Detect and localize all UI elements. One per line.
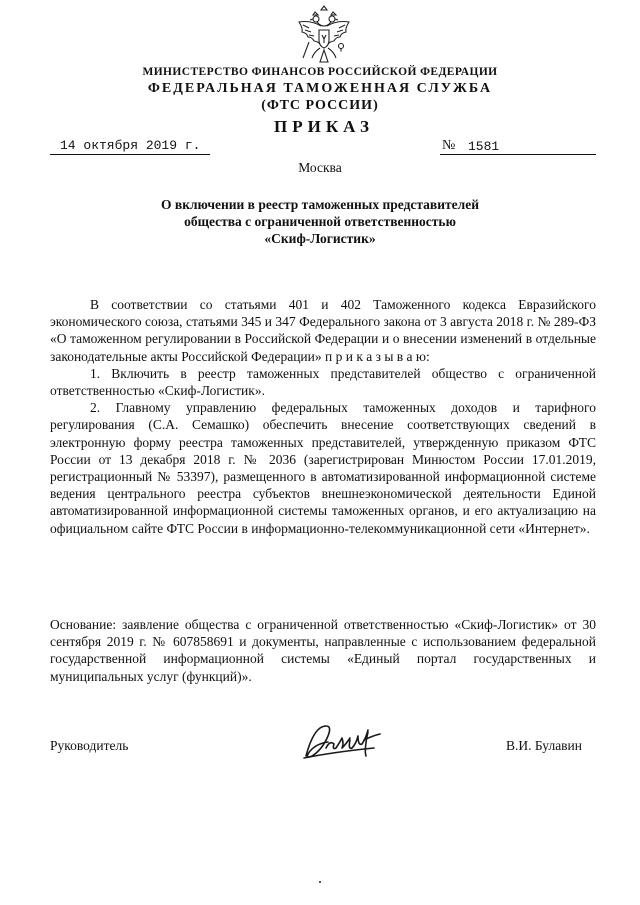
body-paragraph: 1. Включить в реестр таможенных представителей общество с ограниченной ответственностью «Скиф-Логистик». bbox=[50, 365, 596, 399]
city: Москва bbox=[298, 160, 342, 175]
basis-paragraph: Основание: заявление общества с ограниченной ответственностью «Скиф-Логистик» от 30 сентября 2019 г. № 607858691 и документы, направленные с использованием федеральной государственной информационной системы «Единый портал государственных и муниципальных услуг (функций)». bbox=[50, 617, 596, 684]
document-number: 1581 bbox=[468, 139, 500, 154]
document-type: ПРИКАЗ bbox=[274, 117, 374, 136]
coat-of-arms-icon bbox=[295, 4, 353, 64]
document-body bbox=[50, 296, 596, 537]
ministry-name: МИНИСТЕРСТВО ФИНАНСОВ РОССИЙСКОЙ ФЕДЕРАЦИИ bbox=[142, 66, 498, 78]
service-name: ФЕДЕРАЛЬНАЯ ТАМОЖЕННАЯ СЛУЖБА bbox=[147, 81, 493, 96]
body-paragraph: 2. Главному управлению федеральных таможенных доходов и тарифного регулирования (С.А. Семашко) обеспечить внесение соответствующих сведений в электронную форму реестра таможенных представителей, утвержденную приказом ФТС России от 13 декабря 2018 г. № 2036 (зарегистрирован Минюстом России 17.01.2019, регистрационный № 53397), размещенного в автоматизированной информационной системе ведения центрального реестра субъектов внешнеэкономической деятельности Единой автоматизированной информационной системы таможенных органов, и его актуализацию на официальном сайте ФТС России в информационно-телекоммуникационной сети «Интернет». bbox=[50, 400, 596, 536]
page-mark bbox=[319, 881, 321, 883]
number-field bbox=[440, 138, 596, 155]
date-field bbox=[50, 138, 210, 155]
signer-role: Руководитель bbox=[50, 738, 129, 753]
signer-name: В.И. Булавин bbox=[506, 738, 583, 753]
title-line: О включении в реестр таможенных представителей bbox=[161, 197, 479, 212]
service-abbreviation: (ФТС РОССИИ) bbox=[261, 98, 379, 113]
document-title bbox=[100, 196, 540, 247]
handwritten-signature bbox=[300, 718, 392, 764]
title-line: «Скиф-Логистик» bbox=[264, 231, 376, 246]
body-paragraph: В соответствии со статьями 401 и 402 Таможенного кодекса Евразийского экономического союза, статьями 345 и 347 Федерального закона от 3 августа 2018 г. № 289-ФЗ «О таможенном регулировании в Российской Федерации и о внесении изменений в отдельные законодательные акты Российской Федерации» п р и к а з ы в а ю: bbox=[50, 297, 596, 364]
title-line: общества с ограниченной ответственностью bbox=[184, 214, 456, 229]
document-date: 14 октября 2019 г. bbox=[60, 138, 201, 153]
basis-section bbox=[50, 616, 596, 685]
number-sign: № bbox=[442, 138, 456, 153]
